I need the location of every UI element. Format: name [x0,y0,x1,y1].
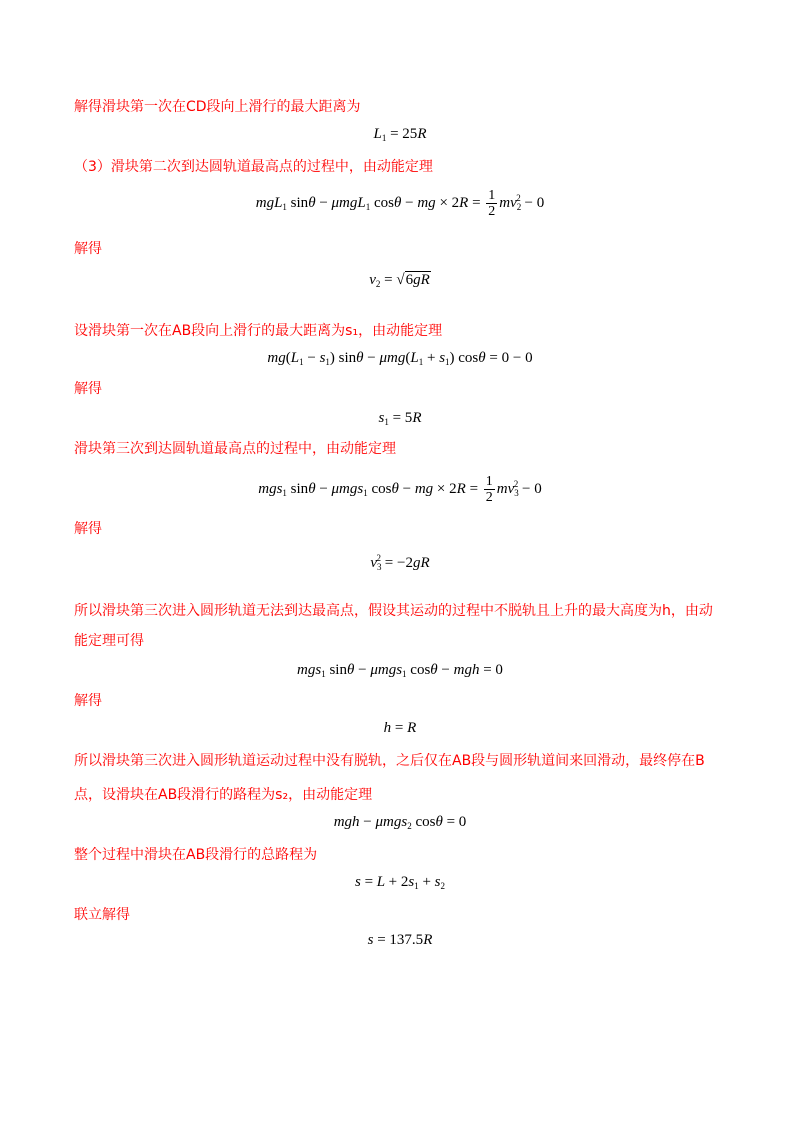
equation-1: $L_1 = 25R$ [373,126,427,143]
equation-9: h = R [383,720,417,736]
text-line-8b [74,632,144,650]
text-segment: 点，设滑块在AB段滑行的路程为s₂，由动能定理 [74,787,373,803]
text-line-8a [74,602,713,620]
text-line-6 [74,440,396,458]
equation-8: mgs$_1$ sinθ − μmgs$_1$ cosθ − mgh = 0 [297,662,503,679]
text-segment: 联立解得 [74,907,130,923]
equation-2: mgL$_1$ sinθ − μmgL$_1$ cosθ − mg × 2R = $\frac{1}{2}$ $mv_2^2 - 0$ [255,188,545,220]
text-segment: 设滑块第一次在AB段向上滑行的最大距离为s₁，由动能定理 [74,323,443,339]
text-line-10b [74,786,372,804]
text-segment: 能定理可得 [74,633,144,649]
equation-5: $s_1 = 5R$ [378,410,422,427]
text-line-10a [74,752,705,770]
text-segment: 解得 [74,693,102,709]
text-line-4 [74,322,442,340]
equation-7: $v_3^2 = -2gR$ [370,553,430,572]
text-segment: 所以滑块第三次进入圆形轨道无法到达最高点，假设其运动的过程中不脱轨且上升的最大高度为h，由动 [74,603,713,619]
text-segment: 整个过程中滑块在AB段滑行的总路程为 [74,847,318,863]
text-line-3 [74,240,102,258]
equation-6: mgs$_1$ sinθ − μmgs$_1$ cosθ − mg × 2R = $\frac{1}{2}$ $mv_3^2 - 0$ [258,474,542,506]
text-segment: 所以滑块第三次进入圆形轨道运动过程中没有脱轨，之后仅在AB段与圆形轨道间来回滑动，最终停在B [74,753,705,769]
text-segment: 解得 [74,521,102,537]
text-segment: 解得 [74,241,102,257]
text-line-5 [74,380,102,398]
text-segment: 解得 [74,381,102,397]
text-line-9 [74,692,102,710]
text-line-1 [74,98,361,116]
equation-12: s = 137.5R [367,932,433,948]
text-line-2 [74,158,433,176]
text-segment: 解得滑块第一次在CD段向上滑行的最大距离为 [74,99,361,115]
equation-3: $v_2 = √6gR$ [369,272,430,289]
text-line-11 [74,846,317,864]
equation-4: $mg(L_1 - s_1) \sin\theta - \mu mg(L_1 + s_1) \cos\theta = 0 - 0$ [267,350,533,367]
equation-10: mgh − μmgs$_2$ cosθ = 0 [333,814,467,831]
equation-11: $s = L + 2s_1 + s_2$ [354,874,445,891]
text-line-12 [74,906,130,924]
text-segment: （3）滑块第二次到达圆轨道最高点的过程中，由动能定理 [74,159,433,175]
text-line-7 [74,520,102,538]
text-segment: 滑块第三次到达圆轨道最高点的过程中，由动能定理 [74,441,396,457]
